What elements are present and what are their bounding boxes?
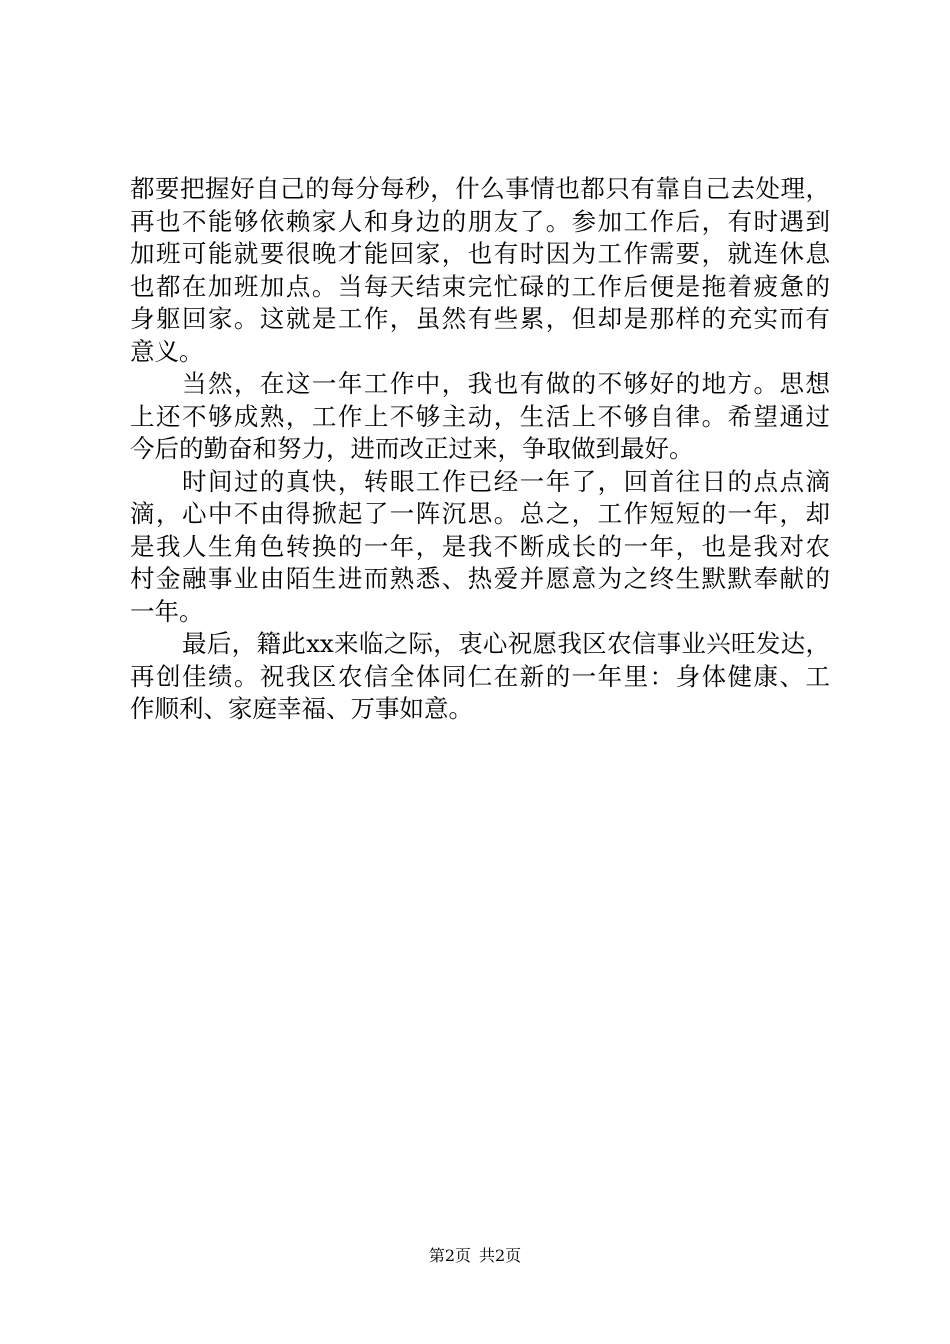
text-line: 滴，心中不由得掀起了一阵沉思。总之，工作短短的一年，却 [130, 499, 830, 528]
text-line: 上还不够成熟，工作上不够主动，生活上不够自律。希望通过 [130, 401, 830, 431]
text-line: 也都在加班加点。当每天结束完忙碌的工作后便是拖着疲惫的 [130, 271, 830, 301]
text-line: 加班可能就要很晚才能回家，也有时因为工作需要，就连休息 [130, 239, 830, 268]
text-line: 都要把握好自己的每分每秒，什么事情也都只有靠自己去处理， [130, 174, 830, 203]
text-line: 最后，籍此xx来临之际，衷心祝愿我区农信事业兴旺发达， [182, 629, 830, 658]
document-body [130, 173, 830, 726]
text-line: 一年。 [130, 596, 204, 626]
text-line: 今后的勤奋和努力，进而改正过来，争取做到最好。 [130, 434, 694, 463]
text-line: 作顺利、家庭幸福、万事如意。 [130, 694, 473, 723]
text-line: 再创佳绩。祝我区农信全体同仁在新的一年里：身体健康、工 [130, 661, 830, 691]
text-line: 身躯回家。这就是工作，虽然有些累，但却是那样的充实而有 [130, 304, 830, 333]
page-total: 共2页 [479, 1246, 522, 1265]
page-footer [0, 1246, 950, 1266]
text-line: 再也不能够依赖家人和身边的朋友了。参加工作后，有时遇到 [130, 206, 830, 236]
text-line: 时间过的真快，转眼工作已经一年了，回首往日的点点滴 [182, 466, 830, 496]
page-number: 第2页 [428, 1246, 471, 1265]
text-line: 当然，在这一年工作中，我也有做的不够好的地方。思想 [182, 369, 830, 398]
text-line: 是我人生角色转换的一年，是我不断成长的一年，也是我对农 [130, 531, 830, 561]
text-line: 村金融事业由陌生进而熟悉、热爱并愿意为之终生默默奉献的 [130, 564, 830, 593]
text-line: 意义。 [130, 336, 204, 366]
